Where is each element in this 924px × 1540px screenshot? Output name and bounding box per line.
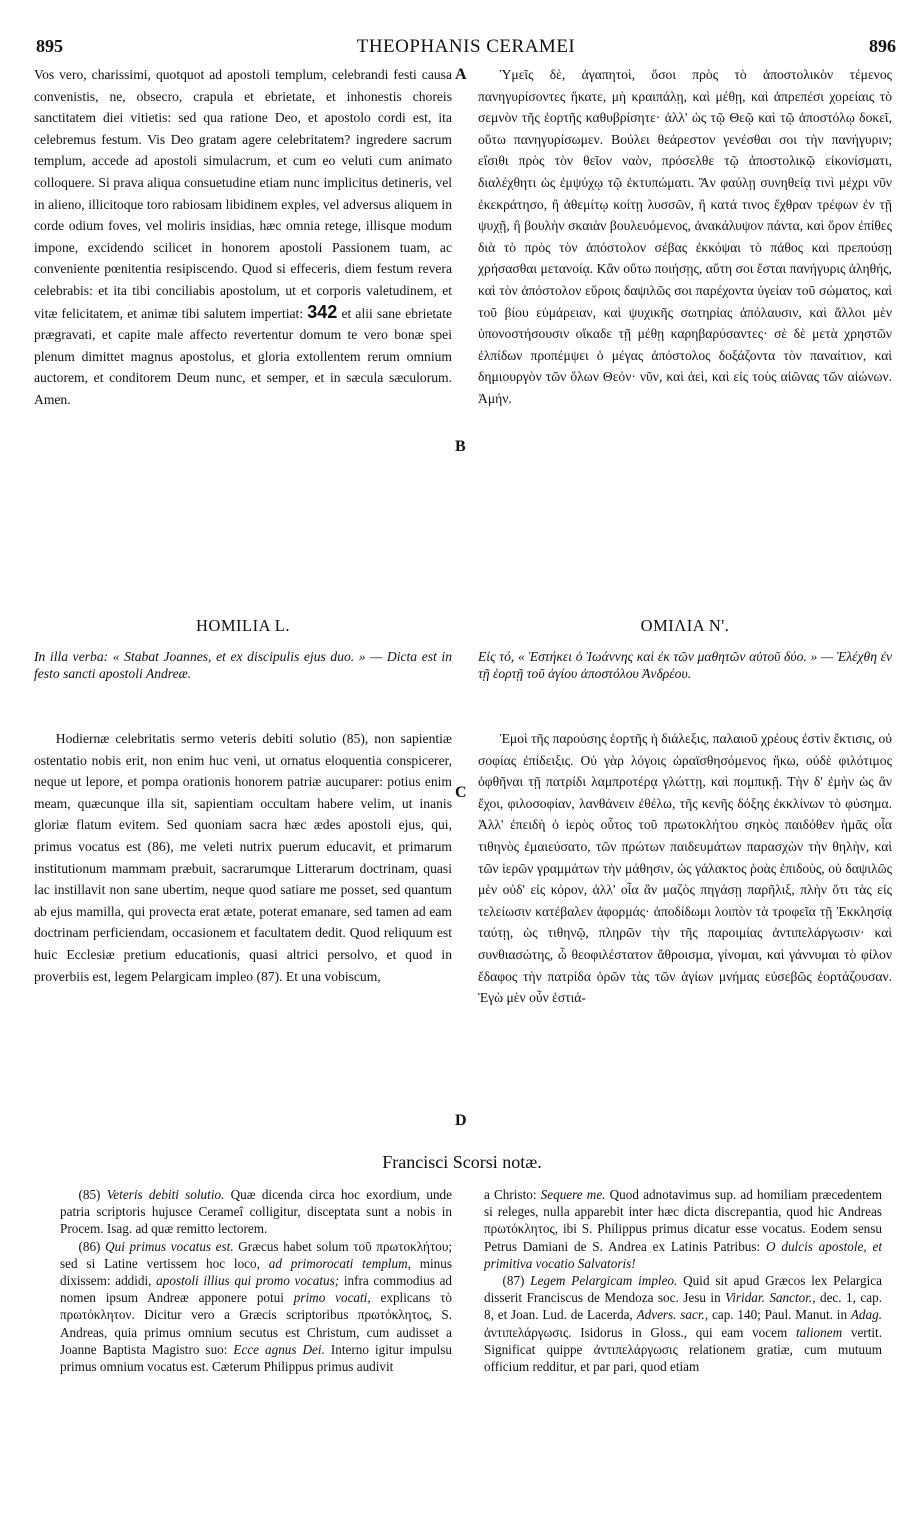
note-italic: apostoli illius qui promo vocatus; — [156, 1273, 340, 1289]
note-lemma: Legem Pelargicam impleo. — [530, 1273, 678, 1289]
note-italic: Sequere me. — [540, 1187, 606, 1202]
page-number-left: 895 — [36, 36, 63, 56]
note-text: dec. 1, cap. 8, et Joan. Lud. de Lacerda, — [484, 1290, 882, 1323]
footnote-85 — [60, 1186, 452, 1238]
greek-column-top — [478, 64, 892, 410]
margin-letter-a: A — [455, 66, 467, 83]
note-text: Græcus habet solum τοῦ πρωτοκλήτου; sed si Latine vertissem hoc loco, — [60, 1238, 452, 1271]
note-italic: talionem — [795, 1324, 843, 1340]
homily-heading: HOMILIA L. — [196, 616, 290, 635]
note-text: Quod adnotavimus sup. ad homiliam præcedentem si releges, nulla apparebit inter hæc dicta discrepantia, quod hic Andreas πρωτόκλητος, ibi S. Philippus primus dicatur esse vocatus. Eodem sensu Petrus Damiani de S. Andrea ex Latinis Patribus: — [484, 1187, 882, 1254]
argument-text: In illa verba: « Stabat Joannes, et ex discipulis ejus duo. » — Dicta est in festo sancti apostoli Andreæ. — [34, 649, 452, 681]
notes-column-left — [60, 1186, 452, 1375]
latin-column-top — [34, 64, 452, 411]
latin-text: Vos vero, charissimi, quotquot ad apostoli templum, celebrandi festi causa convenistis, ne, obsecro, crapula et ebrietate, et inhonestis choreis sanctitatem diei vitietis: sed qua ratione Deo, et apostolo cordi est, ita celebremus festum. Vis Deo gratam agere celebritatem? ingredere sacrum templum, accede ad apostoli simulacrum, et cum eo veluti cum animato colloquere. Si prava aliqua consuetudine etiam nunc implicitus detineris, vel in alieno, illicitoque toro rabiosam libidinem exples, vel adversus aliquem in corde odium foves, vel moliris insidias, hæc omnia retege, illisque modum impone, excidendo scilicet in honorem apostoli Passionem tuam, ac conveniente pœnitentia resipiscendo. Quod si effeceris, diem festum revera celebrabis: et ita tibi conciliabis apostolum, ut et corporis valetudinem, et vitæ felicitatem, et animæ tibi salutem impertiat: — [34, 67, 452, 321]
margin-letter-d: D — [455, 1112, 467, 1129]
note-text: Quæ dicenda circa hoc exordium, unde patria scriptoris hujusce Cerameî colligitur, disceptata sunt a nobis in Procem. Isag. ad quæ remitto lectorem. — [60, 1187, 452, 1237]
note-text: cap. 140; Paul. Manut. in — [711, 1307, 848, 1323]
note-italic: O dulcis apostole, et primitiva vocatio Salvatoris! — [484, 1238, 882, 1271]
notes-heading: Francisci Scorsi notæ. — [382, 1152, 542, 1172]
note-text: explicans τὸ πρωτόκλητον. Dicitur vero a Græcis scriptoribus πρωτόκλητος, S. Andreas, quia primus omnium secutus est Christum, cum audisset a Joanne Baptista Magistro suo: — [60, 1290, 452, 1357]
greek-paragraph: Ὑμεῖς δὲ, ἀγαπητοὶ, ὅσοι πρὸς τὸ ἀποστολικὸν τέμενος πανηγυρίσοντες ἥκατε, μὴ κραιπάλῃ, καὶ μέθῃ, καὶ ἀπρεπέσι χορείαις τὸ σεμνὸν τῆς ἑορτῆς καθυβρίσητε· ἀλλ' ὡς τῷ Θεῷ καὶ τῷ ἀποστόλῳ δοκεῖ, οὕτω πανηγυρίσωμεν. Βούλει θεάρεστον γενέσθαι σοι τὴν πανήγυριν; εἴσιθι πρὸς τὸν θεῖον ναὸν, πρόσελθε τῷ ἀποστολικῷ εἰκονίσματι, διαλέχθητι ὡς ἐμψύχῳ τῷ ἐκτυπώματι. Ἂν φαύλῃ συνηθείᾳ τινὶ μέχρι νῦν ἐκεκράτησο, ἢ ἀθεμίτῳ κοίτῃ λυσσῶν, ἢ κατά τινος ἔχθραν τρέφων ἐν τῇ ψυχῇ, ἢ βουλὴν σκαιὰν βουλευόμενος, ἀνακάλυψον πάντα, καὶ ὅρον ἐπίθες διὰ τὸ πρὸς τὸν ἀπόστολον σέβας ἐκκόψαι τὸ πάθος καὶ πρεπούσῃ χρήσασθαι μετανοίᾳ. Κἂν οὕτω ποιήσῃς, αὕτη σοι ἔσται πανήγυρις ἀληθής, καὶ τὸν ἀπόστολον εὕροις δαψιλῶς σοι παρέχοντα ὑγείαν τοῦ σώματος, καὶ τοῦ βίου εὐμάρειαν, καὶ ψυχικῆς σωτηρίας ἀπόλαυσιν, καὶ ἄλλοι μὲν ὑπονοστήσουσιν οἴκαδε τῇ μέθῃ καρηβαρύσαντες· σὲ δὲ μετὰ χρηστῶν ἐλπίδων προπέμψει ὁ μέγας ἀπόστολος δοξάζοντα τὸν παναίτιον, καὶ δημιουργὸν τῶν ὅλων Θεόν· νῦν, καὶ ἀεὶ, καὶ εἰς τοὺς αἰῶνας τῶν αἰώνων. Ἀμήν. — [478, 67, 892, 406]
page-marker: 342 — [307, 301, 338, 322]
note-text: vertit. Significat quippe ἀντιπελάργωσις relationem gratiæ, cum mutuum officium redditur, et par pari, quod etiam — [484, 1324, 882, 1375]
homily-heading: ΟΜΙΛΙΑ Ν'. — [640, 616, 730, 635]
notes-column-right — [484, 1186, 882, 1375]
running-header — [36, 36, 896, 60]
margin-letter-b: B — [455, 438, 466, 455]
latin-paragraph: Hodiernæ celebritatis sermo veteris debiti solutio (85), non sapientiæ ostentatio nobis erit, non enim huc veni, ut ornatus eloquentia conspicerer, neque ut lepore, et pompa orationis honorem patriæ aucuparer: potius enim meam, quæcunque illa sit, sapientiam occultam habere velim, ut inanis gloriæ flatum evitem. Sed quoniam sacra hæc ædes apostoli ejus, qui, primus vocatus est (86), me veleti nutrix puerum educavit, et primarum institutionum mammam præbuit, sacrarumque Litterarum doctrinam, quasi lac instillavit non sane ubertim, neque quod satiare me posset, sed quantum ab ejus mamilla, qui provecta erat ætate, poterat emanare, sed tamen ad eam doctrinam perficiendam, occasionem et facultatem dedit. Quod reliquum est huic Ecclesiæ pretium educationis, quasi altrici persolvo, et quod in proverbiis est, legem Pelargicam impleo (87). Et una vobiscum, — [34, 731, 452, 984]
note-label: (86) — [78, 1238, 101, 1254]
latin-paragraph — [34, 64, 452, 411]
running-title: THEOPHANIS CERAMEI — [356, 36, 576, 57]
argument-text: Εἰς τό, « Ἑστήκει ὁ Ἰωάννης καὶ ἐκ τῶν μαθητῶν αὐτοῦ δύο. » — Ἐλέχθη ἐν τῇ ἑορτῇ τοῦ ἁγίου ἀποστόλου Ἀνδρέου. — [478, 649, 892, 681]
note-italic: primo vocati, — [293, 1290, 371, 1306]
note-text: a Christo: — [484, 1187, 537, 1202]
note-italic: Adag. — [850, 1307, 882, 1323]
latin-column-bottom — [34, 728, 452, 987]
note-lemma: Veteris debiti solutio. — [106, 1187, 225, 1202]
note-text: Interno igitur impulsu primus omnium vocatus est. Cæterum Philippus primus audivit — [60, 1341, 452, 1375]
latin-text: et alii sane ebrietate prægravati, et capite male affecto revertentur domum te vero bonæ spei plenum dimittet magnus apostolus, et gloria extollentem rerum omnium auctorem, et conditorem Deum nunc, et semper, et in sæcula sæculorum. Amen. — [34, 305, 452, 407]
note-italic: Ecce agnus Dei. — [233, 1341, 325, 1357]
note-lemma: Qui primus vocatus est. — [105, 1238, 234, 1254]
greek-paragraph: Ἐμοὶ τῆς παρούσης ἑορτῆς ἡ διάλεξις, παλαιοῦ χρέους ἐστὶν ἔκτισις, οὐ σοφίας ἐπίδειξις. Οὐ γὰρ λόγοις ὡραϊσθησόμενος ἥκω, οὐδὲ φιλότιμος ὀφθῆναι τῇ πατρίδι λαμπροτέρᾳ γλώττῃ, καὶ πομπικῇ. Τὴν δ' ἐμὴν ὡς ἂν ἔχοι, φιλοσοφίαν, λανθάνειν ἐθέλω, τῆς κενῆς δόξης ἐκκλίνων τὸ φύσημα. Ἀλλ' ἐπειδὴ ὁ ἱερὸς οὗτος τοῦ πρωτοκλήτου σηκὸς παιδόθεν ἡμᾶς οἷα τιθηνὸς ἐμαιεύσατο, τῶν πρώτων παιδευμάτων παρασχὼν τὴν θηλὴν, καὶ τῶν ἱερῶν γραμμάτων τὴν μάθησιν, ὡς γάλακτος ῥοὰς ἐπιδοὺς, οὐ δαψιλῶς μὲν οὐδ' εἰς κόρον, ἀλλ' οἷα ἂν μαζὸς πηγάσῃ παρῆλιξ, πλὴν ὅτι τὰς εἰς τελείωσιν κατέβαλεν ἀφορμάς· ἀποδίδωμι λοιπὸν τὰ τροφεῖα τῇ Ἐκκλησίᾳ ταύτῃ, ὡς τιθηνῷ, πληρῶν τὴν τῆς παροιμίας ἀντιπελάργωσιν· καὶ συνθιασώτης, ὦ θεοφιλέστατον ἄθροισμα, γίνομαι, καὶ γάννυμαι τὸ φίλον ἔδαφος τὴν πατρίδα ὁρῶν τὰς τῶν ἁγίων μνήμας εὐσεβῶς ἑορτάζουσαν. Ἐγὼ μὲν οὖν ἑστιά- — [478, 731, 892, 1006]
note-label: (85) — [78, 1187, 101, 1202]
note-text: infra commodius ad nomen ipsum Andreæ apponere potui — [60, 1273, 452, 1306]
homily-argument-latin — [34, 648, 452, 682]
note-italic: Advers. sacr., — [636, 1307, 709, 1323]
homily-argument-greek — [478, 648, 892, 682]
note-text: Quid sit apud Græcos lex Pelargica disserit Franciscus de Mendoza soc. Jesu in — [484, 1273, 882, 1306]
note-label: (87) — [502, 1273, 525, 1289]
note-italic: Viridar. Sanctor., — [725, 1290, 816, 1306]
homily-title-latin — [34, 616, 452, 636]
note-text: minus dixissem: addidi, — [60, 1255, 452, 1289]
footnote-86 — [60, 1238, 452, 1376]
margin-letter-c: C — [455, 784, 467, 801]
footnote-86-continued — [484, 1186, 882, 1272]
note-italic: ad primorocati templum, — [268, 1255, 411, 1271]
note-text: ἀντιπελάργωσις. Isidorus in Gloss., qui eam vocem — [484, 1324, 788, 1340]
footnote-87 — [484, 1272, 882, 1375]
homily-title-greek — [478, 616, 892, 636]
greek-column-bottom — [478, 728, 892, 1009]
page-number-right: 896 — [869, 36, 896, 56]
